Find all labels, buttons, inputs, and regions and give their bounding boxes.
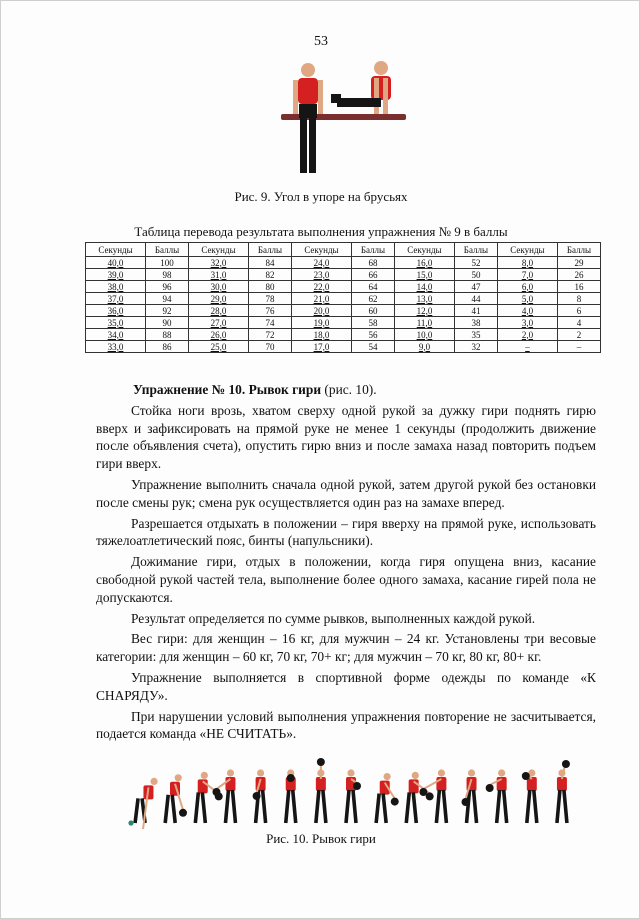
table-cell: 76 (248, 305, 291, 317)
table-cell: 23,0 (291, 269, 351, 281)
table-cell: 32,0 (188, 257, 248, 269)
kettlebell-icon (128, 820, 133, 825)
table-cell: 94 (146, 293, 189, 305)
athlete-figure (406, 772, 433, 823)
table-cell: 56 (351, 329, 394, 341)
paragraph: Разрешается отдыхать в положении – гиря вверху на прямой руке, использовать тяжелоатлетический пояс, бинты (напульсники). (96, 515, 596, 549)
table-cell: 31,0 (188, 269, 248, 281)
table-cell: 88 (146, 329, 189, 341)
table-cell: 4,0 (497, 305, 557, 317)
table-cell: 6,0 (497, 281, 557, 293)
header-cell: Баллы (351, 243, 394, 257)
athlete-figure (286, 769, 296, 823)
table-cell: 92 (146, 305, 189, 317)
header-cell: Секунды (394, 243, 454, 257)
table-cell: 84 (248, 257, 291, 269)
header-cell: Баллы (557, 243, 600, 257)
table-cell: 33,0 (86, 341, 146, 353)
athlete-figure (486, 769, 507, 823)
table-cell: 21,0 (291, 293, 351, 305)
athlete-figure (522, 769, 537, 823)
table-cell: 38 (454, 317, 497, 329)
table-body (86, 257, 601, 353)
athlete-figure (165, 774, 187, 823)
table-cell: 8 (557, 293, 600, 305)
table-cell: – (497, 341, 557, 353)
paragraph: Вес гири: для женщин – 16 кг, для мужчин – 24 кг. Установлены три весовые категории: для женщин – 60 кг, 70 кг, 70+ кг; для мужчин – 70 кг, 80 кг, 80+ кг. (96, 631, 596, 665)
table-cell: 9,0 (394, 341, 454, 353)
table-cell: 16 (557, 281, 600, 293)
header-cell: Секунды (188, 243, 248, 257)
table-cell: 62 (351, 293, 394, 305)
athlete-figure (462, 769, 477, 823)
paragraph: Упражнение выполняется в спортивной форме одежды по команде «К СНАРЯДУ». (96, 669, 596, 703)
athlete-figure (316, 758, 326, 823)
table-cell: 100 (146, 257, 189, 269)
table-cell: 2 (557, 329, 600, 341)
table-cell: 14,0 (394, 281, 454, 293)
table-cell: 35,0 (86, 317, 146, 329)
paragraph: При нарушении условий выполнения упражнения повторение не засчитывается, подается команда «НЕ СЧИТАТЬ». (96, 708, 596, 742)
table-cell: 39,0 (86, 269, 146, 281)
table-cell: 22,0 (291, 281, 351, 293)
paragraph: Стойка ноги врозь, хватом сверху одной рукой за дужку гири поднять гирю вверх и зафиксировать на прямой руке не менее 1 секунды (продолжить движение после объявления счета), опустить гирю вниз и после замаха назад повторить подъем гири вверх. (96, 402, 596, 472)
athlete-figure (135, 778, 158, 829)
table-cell: 5,0 (497, 293, 557, 305)
table-row (86, 317, 601, 329)
table-row (86, 329, 601, 341)
table-cell: 35 (454, 329, 497, 341)
table-cell: 34,0 (86, 329, 146, 341)
table-cell: 68 (351, 257, 394, 269)
table-cell: 25,0 (188, 341, 248, 353)
header-cell: Секунды (497, 243, 557, 257)
athlete-figure (557, 760, 570, 823)
table-cell: 26,0 (188, 329, 248, 341)
table-cell: 20,0 (291, 305, 351, 317)
table-cell: 37,0 (86, 293, 146, 305)
table-cell: 24,0 (291, 257, 351, 269)
table-cell: 72 (248, 329, 291, 341)
table-cell: 90 (146, 317, 189, 329)
table-cell: 29,0 (188, 293, 248, 305)
table-cell: 13,0 (394, 293, 454, 305)
figure-9-caption: Рис. 9. Угол в упоре на брусьях (234, 189, 408, 204)
table-row (86, 293, 601, 305)
figure-reference: (рис. 10). (321, 382, 377, 397)
table-cell: 60 (351, 305, 394, 317)
table-cell: 38,0 (86, 281, 146, 293)
header-cell: Секунды (86, 243, 146, 257)
table-cell: 11,0 (394, 317, 454, 329)
table-row (86, 341, 601, 353)
table-cell: 17,0 (291, 341, 351, 353)
table-cell: 52 (454, 257, 497, 269)
table-cell: 4 (557, 317, 600, 329)
table-cell: 82 (248, 269, 291, 281)
header-cell: Баллы (146, 243, 189, 257)
table-cell: 32 (454, 341, 497, 353)
score-conversion-table (85, 242, 601, 353)
table-cell: 2,0 (497, 329, 557, 341)
table-cell: 30,0 (188, 281, 248, 293)
table-cell: 10,0 (394, 329, 454, 341)
table-cell: 44 (454, 293, 497, 305)
table-cell: 27,0 (188, 317, 248, 329)
table-cell: 54 (351, 341, 394, 353)
exercise-title: Упражнение № 10. Рывок гири (133, 382, 322, 397)
table-cell: 7,0 (497, 269, 557, 281)
table-cell: 80 (248, 281, 291, 293)
page-number: 53 (314, 34, 328, 49)
table-cell: 47 (454, 281, 497, 293)
athlete-figure (346, 769, 361, 823)
table-row (86, 269, 601, 281)
table-cell: 98 (146, 269, 189, 281)
table-cell: 50 (454, 269, 497, 281)
figure-9-lsit-illustration (271, 56, 411, 181)
table-cell: 74 (248, 317, 291, 329)
paragraph: Дожимание гири, отдых в положении, когда гиря опущена вниз, касание свободной рукой частей тела, выполнение более одного замаха, касание гирей пола не допускаются. (96, 554, 596, 605)
table-cell: 70 (248, 341, 291, 353)
table-cell: 26 (557, 269, 600, 281)
table-row (86, 281, 601, 293)
table-cell: 96 (146, 281, 189, 293)
athlete-figure (253, 769, 266, 823)
exercise-heading (96, 381, 596, 399)
table-cell: 86 (146, 341, 189, 353)
table-caption: Таблица перевода результата выполнения упражнения № 9 в баллы (134, 224, 508, 239)
table-row (86, 305, 601, 317)
table-header-row (86, 243, 601, 257)
table-cell: 16,0 (394, 257, 454, 269)
athlete-side-view (331, 61, 391, 114)
table-cell: 58 (351, 317, 394, 329)
table-cell: 19,0 (291, 317, 351, 329)
header-cell: Баллы (248, 243, 291, 257)
table-cell: 3,0 (497, 317, 557, 329)
header-cell: Баллы (454, 243, 497, 257)
athlete-figure (195, 772, 222, 823)
table-cell: 28,0 (188, 305, 248, 317)
table-cell: 12,0 (394, 305, 454, 317)
athlete-figure (376, 773, 399, 823)
table-cell: 29 (557, 257, 600, 269)
figure-10-caption: Рис. 10. Рывок гири (266, 831, 376, 846)
paragraph: Упражнение выполнить сначала одной рукой, затем другой рукой без остановки после смены рук; смена рук осуществляется один раз на замахе вперед. (96, 476, 596, 510)
figure-10-kettlebell-snatch-sequence (125, 751, 577, 829)
paragraph: Результат определяется по сумме рывков, выполненных каждой рукой. (131, 610, 536, 626)
header-cell: Секунды (291, 243, 351, 257)
table-row (86, 257, 601, 269)
table-cell: 36,0 (86, 305, 146, 317)
table-cell: – (557, 341, 600, 353)
table-cell: 18,0 (291, 329, 351, 341)
table-cell: 8,0 (497, 257, 557, 269)
table-cell: 78 (248, 293, 291, 305)
table-cell: 41 (454, 305, 497, 317)
exercise-text (96, 381, 596, 746)
table-cell: 40,0 (86, 257, 146, 269)
table-cell: 66 (351, 269, 394, 281)
table-cell: 15,0 (394, 269, 454, 281)
table-cell: 64 (351, 281, 394, 293)
table-cell: 6 (557, 305, 600, 317)
